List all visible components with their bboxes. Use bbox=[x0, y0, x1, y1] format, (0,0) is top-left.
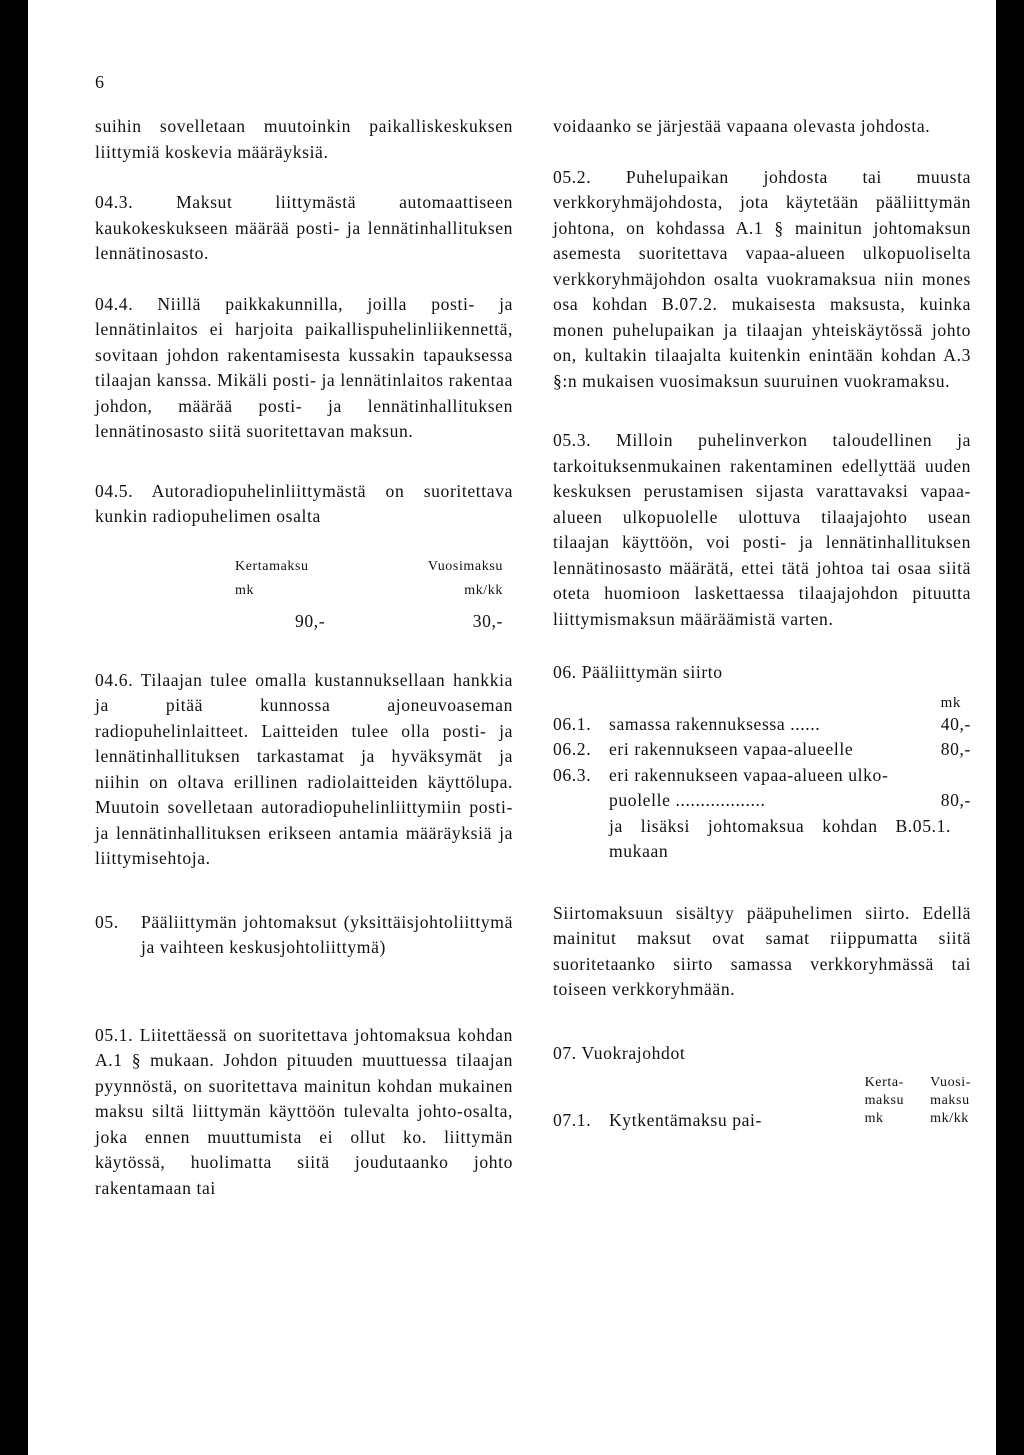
right-column bbox=[553, 114, 971, 1134]
heading-05-text: Pääliittymän johtomaksut (yksittäisjohtoliittymä ja vaihteen keskusjohtoliittymä) bbox=[141, 911, 513, 957]
header-line: maksu bbox=[930, 1093, 970, 1108]
heading-06: 06. Pääliittymän siirto bbox=[553, 662, 723, 682]
item-number: 06.1. bbox=[553, 713, 592, 734]
list-item bbox=[553, 1108, 971, 1134]
header-line: maksu bbox=[864, 1093, 905, 1108]
page-number: 6 bbox=[95, 72, 104, 92]
section-04-4: 04.4. Niillä paikkakunnilla, joilla posti- ja lennätinlaitos ei harjoita paikallispuhelinliikennettä, sovitaan johdon rakentamisesta kussakin tapauksessa tilaajan kanssa. Mikäli posti- ja lennätinlaitos rakentaa johdon, määrää posti- ja lennätinhallituksen lennätinosasto siitä suoritettavan maksun. bbox=[95, 293, 513, 441]
fee-value-annual: 30,- bbox=[472, 610, 503, 631]
list-item-continuation bbox=[553, 788, 971, 814]
heading-05-number: 05. bbox=[95, 911, 119, 932]
item-number: 06.2. bbox=[553, 739, 592, 759]
section-04-6: 04.6. Tilaajan tulee omalla kustannuksellaan hankkia ja pitää kunnossa ajoneuvoaseman radiopuhelinlaitteet. Laitteiden tulee olla posti- ja lennätinhallituksen tarkastamat ja hyväksymät ja niihin on oltava erillinen radiolaitteiden käyttölupa. Muutoin sovelletaan autoradiopuhelinliittymiin posti- ja lennätinhallituksen erikseen antamia määräyksiä ja liittymisehtoja. bbox=[95, 669, 513, 868]
document-page bbox=[28, 0, 996, 1455]
heading-07: 07. Vuokrajohdot bbox=[553, 1042, 686, 1063]
header-line: Kerta- bbox=[864, 1075, 904, 1090]
item-note: ja lisäksi johtomaksua kohdan B.05.1. mukaan bbox=[609, 815, 951, 861]
left-column bbox=[95, 114, 513, 1226]
item-number: 06.3. bbox=[553, 764, 592, 785]
item-value: 80,- bbox=[940, 739, 971, 759]
header-line: mk bbox=[864, 1111, 884, 1126]
fee-head-annual: Vuosimaksu bbox=[427, 558, 503, 574]
item-text: puolelle .................. bbox=[609, 790, 766, 810]
fee-unit-one-time: mk bbox=[235, 582, 255, 598]
item-text: eri rakennukseen vapaa-alueelle bbox=[609, 739, 854, 759]
list-item bbox=[553, 763, 971, 789]
paragraph: Siirtomaksuun sisältyy pääpuhelimen siirto. Edellä mainitut maksut ovat samat riippumatta siitä suoritetaanko siirto samassa verkkoryhmässä tai toiseen verkkoryhmään. bbox=[553, 902, 971, 999]
list-item bbox=[553, 737, 971, 763]
item-number: 07.1. bbox=[553, 1110, 592, 1130]
fee-head-one-time: Kertamaksu bbox=[235, 558, 309, 574]
heading-05 bbox=[95, 910, 513, 961]
fee-header bbox=[95, 558, 513, 576]
list-item bbox=[553, 712, 971, 738]
fee-unit-annual: mk/kk bbox=[464, 582, 503, 598]
fee-units bbox=[95, 582, 513, 600]
fee-values bbox=[95, 606, 513, 636]
item-value: 40,- bbox=[940, 713, 971, 734]
section-04-3: 04.3. Maksut liittymästä automaattiseen kaukokeskukseen määrää posti- ja lennätinhallituksen lennätinosasto. bbox=[95, 192, 513, 263]
paragraph: suihin sovelletaan muutoinkin paikalliskeskuksen liittymiä koskevia määräyksiä. bbox=[95, 116, 513, 162]
fee-value-one-time: 90,- bbox=[295, 610, 326, 631]
item-text: samassa rakennuksessa ...... bbox=[609, 713, 821, 734]
item-text: Kytkentämaksu pai- bbox=[609, 1110, 762, 1130]
section-04-5: 04.5. Autoradiopuhelinliittymästä on suoritettava kunkin radiopuhelimen osalta bbox=[95, 480, 513, 526]
item-text: eri rakennukseen vapaa-alueen ulko- bbox=[609, 764, 889, 785]
section-05-1: 05.1. Liitettäessä on suoritettava johtomaksua kohdan A.1 § mukaan. Johdon pituuden muuttuessa tilaajan pyynnöstä, on suoritettava mainitun kohdan mukainen maksu siltä liittymän käyttöön tulevalta johto-osalta, joka ennen muuttumista ei ollut ko. liittymän käytössä, huolimatta siitä joudutaanko johto rakentamaan tai bbox=[95, 1024, 513, 1198]
paragraph: voidaanko se järjestää vapaana olevasta johdosta. bbox=[553, 116, 931, 136]
unit-label: mk bbox=[940, 694, 961, 711]
item-value: 80,- bbox=[940, 790, 971, 810]
section-05-3: 05.3. Milloin puhelinverkon taloudellinen ja tarkoituksenmukainen rakentaminen edellyttää uuden keskuksen perustamisen sijasta varattavaksi vapaa-alueen ulkopuolelle ulottuva tilaajajohto usean tilaajan käyttöön, voi posti- ja lennätinhallituksen lennätinosasto määrätä, ettei tätä johtoa tai osaa siitä oteta huomioon laskettaessa tilaajajohdon pituutta liittymismaksun määräämistä varten. bbox=[553, 430, 971, 629]
header-line: mk/kk bbox=[930, 1111, 969, 1126]
section-05-2: 05.2. Puhelupaikan johdosta tai muusta verkkoryhmäjohdosta, jota käytetään pääliittymän johtona, on kohdassa A.1 § mainitun johtomaksun asemesta suoritettava vapaa-alueen ulkopuoliselta verkkoryhmäjohdon osalta vuokramaksua niin mones osa kohdan B.07.2. mukaisesta maksusta, kuinka monen puhelupaikan ja tilaajan yhteiskäytössä johto on, kultakin tilaajalta kuitenkin enintään kohdan A.3 §:n mukaisen vuosimaksun suuruinen vuokramaksu. bbox=[553, 166, 971, 391]
header-line: Vuosi- bbox=[930, 1075, 971, 1090]
